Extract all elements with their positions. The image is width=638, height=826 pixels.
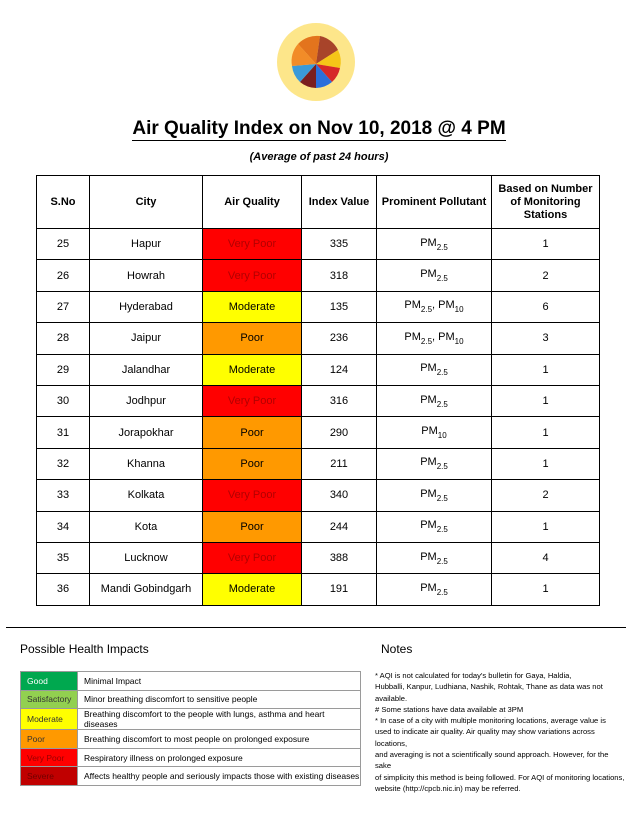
header-city: City bbox=[90, 176, 203, 229]
header-prominent-pollutant: Prominent Pollutant bbox=[377, 176, 492, 229]
cell-air-quality: Moderate bbox=[203, 291, 302, 322]
cell-index-value: 135 bbox=[302, 291, 377, 322]
legend-row bbox=[21, 690, 361, 709]
cell-monitoring-stations: 3 bbox=[492, 323, 600, 354]
cell-prominent-pollutant: $PM_{2.5}$ bbox=[377, 260, 492, 291]
cell-sno: 30 bbox=[37, 385, 90, 416]
cpcb-logo-icon bbox=[276, 22, 356, 102]
cell-monitoring-stations: 2 bbox=[492, 260, 600, 291]
cell-air-quality: Very Poor bbox=[203, 385, 302, 416]
legend-category: Good bbox=[21, 672, 78, 691]
table-row bbox=[37, 480, 600, 511]
table-row bbox=[37, 417, 600, 448]
legend-impact: Breathing discomfort to the people with lungs, asthma and heart diseases bbox=[78, 709, 361, 730]
cell-monitoring-stations: 1 bbox=[492, 417, 600, 448]
cell-city: Jaipur bbox=[90, 323, 203, 354]
header-index-value: Index Value bbox=[302, 176, 377, 229]
legend-row bbox=[21, 767, 361, 786]
legend-row bbox=[21, 709, 361, 730]
cell-prominent-pollutant: $PM_{10}$ bbox=[377, 417, 492, 448]
cell-air-quality: Very Poor bbox=[203, 229, 302, 260]
legend-impact: Respiratory illness on prolonged exposure bbox=[78, 748, 361, 767]
cell-sno: 27 bbox=[37, 291, 90, 322]
notes-heading: Notes bbox=[381, 642, 413, 656]
table-row bbox=[37, 323, 600, 354]
cell-index-value: 316 bbox=[302, 385, 377, 416]
cell-air-quality: Poor bbox=[203, 511, 302, 542]
cell-city: Kolkata bbox=[90, 480, 203, 511]
cell-monitoring-stations: 1 bbox=[492, 511, 600, 542]
cell-air-quality: Very Poor bbox=[203, 480, 302, 511]
header-sno: S.No bbox=[37, 176, 90, 229]
cell-prominent-pollutant: $PM_{2.5}$, $PM_{10}$ bbox=[377, 291, 492, 322]
cell-monitoring-stations: 6 bbox=[492, 291, 600, 322]
cell-city: Kota bbox=[90, 511, 203, 542]
legend-impact: Affects healthy people and seriously impacts those with existing diseases bbox=[78, 767, 361, 786]
legend-category: Severe bbox=[21, 767, 78, 786]
cell-air-quality: Poor bbox=[203, 323, 302, 354]
table-row bbox=[37, 574, 600, 605]
cell-index-value: 124 bbox=[302, 354, 377, 385]
table-row bbox=[37, 354, 600, 385]
cell-prominent-pollutant: $PM_{2.5}$ bbox=[377, 542, 492, 573]
cell-city: Lucknow bbox=[90, 542, 203, 573]
cell-prominent-pollutant: $PM_{2.5}$, $PM_{10}$ bbox=[377, 323, 492, 354]
cell-index-value: 388 bbox=[302, 542, 377, 573]
legend-row bbox=[21, 672, 361, 691]
table-row bbox=[37, 511, 600, 542]
note-line: Hubballi, Kanpur, Ludhiana, Nashik, Rohtak, Thane as data was not bbox=[375, 682, 603, 692]
cell-index-value: 340 bbox=[302, 480, 377, 511]
legend-category: Poor bbox=[21, 730, 78, 749]
notes-text bbox=[375, 670, 625, 794]
legend-category: Very Poor bbox=[21, 748, 78, 767]
cell-city: Hyderabad bbox=[90, 291, 203, 322]
cell-sno: 32 bbox=[37, 448, 90, 479]
cell-air-quality: Moderate bbox=[203, 354, 302, 385]
table-row bbox=[37, 229, 600, 260]
note-line: used to indicate air quality. Air quality may show variations across locations, bbox=[375, 727, 595, 748]
cell-index-value: 191 bbox=[302, 574, 377, 605]
note-line: website (http://cpcb.nic.in) may be referred. bbox=[375, 783, 521, 793]
cell-sno: 26 bbox=[37, 260, 90, 291]
cell-index-value: 335 bbox=[302, 229, 377, 260]
table-row bbox=[37, 291, 600, 322]
table-row bbox=[37, 448, 600, 479]
page-title: Air Quality Index on Nov 10, 2018 @ 4 PM bbox=[132, 118, 506, 139]
legend-category: Moderate bbox=[21, 709, 78, 730]
cell-monitoring-stations: 4 bbox=[492, 542, 600, 573]
cell-prominent-pollutant: $PM_{2.5}$ bbox=[377, 385, 492, 416]
legend-impact: Breathing discomfort to most people on prolonged exposure bbox=[78, 730, 361, 749]
legend-category: Satisfactory bbox=[21, 690, 78, 709]
legend-impact: Minimal Impact bbox=[78, 672, 361, 691]
section-divider bbox=[6, 627, 626, 628]
cell-city: Jodhpur bbox=[90, 385, 203, 416]
note-line: * In case of a city with multiple monitoring locations, average value is bbox=[375, 716, 606, 726]
cell-sno: 25 bbox=[37, 229, 90, 260]
cell-city: Khanna bbox=[90, 448, 203, 479]
cell-city: Mandi Gobindgarh bbox=[90, 574, 203, 605]
cell-monitoring-stations: 1 bbox=[492, 354, 600, 385]
cell-monitoring-stations: 1 bbox=[492, 448, 600, 479]
page-subtitle: (Average of past 24 hours) bbox=[249, 151, 389, 163]
cell-prominent-pollutant: $PM_{2.5}$ bbox=[377, 480, 492, 511]
health-impacts-heading: Possible Health Impacts bbox=[20, 642, 149, 656]
table-row bbox=[37, 385, 600, 416]
cell-air-quality: Poor bbox=[203, 448, 302, 479]
cell-sno: 28 bbox=[37, 323, 90, 354]
header-monitoring-stations: Based on Number of Monitoring Stations bbox=[492, 176, 600, 229]
note-line: and averaging is not a scientifically sound approach. However, for the sake bbox=[375, 750, 609, 771]
cell-city: Hapur bbox=[90, 229, 203, 260]
legend-impact: Minor breathing discomfort to sensitive people bbox=[78, 690, 361, 709]
legend-row bbox=[21, 748, 361, 767]
cell-city: Howrah bbox=[90, 260, 203, 291]
cell-sno: 34 bbox=[37, 511, 90, 542]
cell-prominent-pollutant: $PM_{2.5}$ bbox=[377, 574, 492, 605]
cell-city: Jorapokhar bbox=[90, 417, 203, 448]
cell-index-value: 236 bbox=[302, 323, 377, 354]
cell-index-value: 290 bbox=[302, 417, 377, 448]
table-header-row bbox=[37, 176, 600, 229]
cell-air-quality: Poor bbox=[203, 417, 302, 448]
legend-row bbox=[21, 730, 361, 749]
header-air-quality: Air Quality bbox=[203, 176, 302, 229]
cell-sno: 33 bbox=[37, 480, 90, 511]
cell-prominent-pollutant: $PM_{2.5}$ bbox=[377, 448, 492, 479]
cell-air-quality: Very Poor bbox=[203, 542, 302, 573]
aqi-table-body bbox=[37, 229, 600, 606]
note-line: of simplicity this method is being followed. For AQI of monitoring locations, bbox=[375, 772, 625, 782]
cell-sno: 31 bbox=[37, 417, 90, 448]
cell-prominent-pollutant: $PM_{2.5}$ bbox=[377, 511, 492, 542]
cell-air-quality: Very Poor bbox=[203, 260, 302, 291]
cell-monitoring-stations: 1 bbox=[492, 385, 600, 416]
cell-monitoring-stations: 1 bbox=[492, 229, 600, 260]
cell-sno: 35 bbox=[37, 542, 90, 573]
note-line: available. bbox=[375, 693, 408, 703]
cell-prominent-pollutant: $PM_{2.5}$ bbox=[377, 354, 492, 385]
table-row bbox=[37, 542, 600, 573]
cell-sno: 36 bbox=[37, 574, 90, 605]
cell-city: Jalandhar bbox=[90, 354, 203, 385]
cell-sno: 29 bbox=[37, 354, 90, 385]
note-line: # Some stations have data available at 3PM bbox=[375, 704, 524, 714]
cell-monitoring-stations: 1 bbox=[492, 574, 600, 605]
cell-prominent-pollutant: $PM_{2.5}$ bbox=[377, 229, 492, 260]
aqi-table bbox=[36, 175, 600, 606]
cell-index-value: 318 bbox=[302, 260, 377, 291]
health-impacts-legend bbox=[20, 671, 361, 786]
cell-index-value: 244 bbox=[302, 511, 377, 542]
cell-monitoring-stations: 2 bbox=[492, 480, 600, 511]
note-line: * AQI is not calculated for today's bulletin for Gaya, Haldia, bbox=[375, 671, 572, 680]
table-row bbox=[37, 260, 600, 291]
cell-air-quality: Moderate bbox=[203, 574, 302, 605]
cell-index-value: 211 bbox=[302, 448, 377, 479]
